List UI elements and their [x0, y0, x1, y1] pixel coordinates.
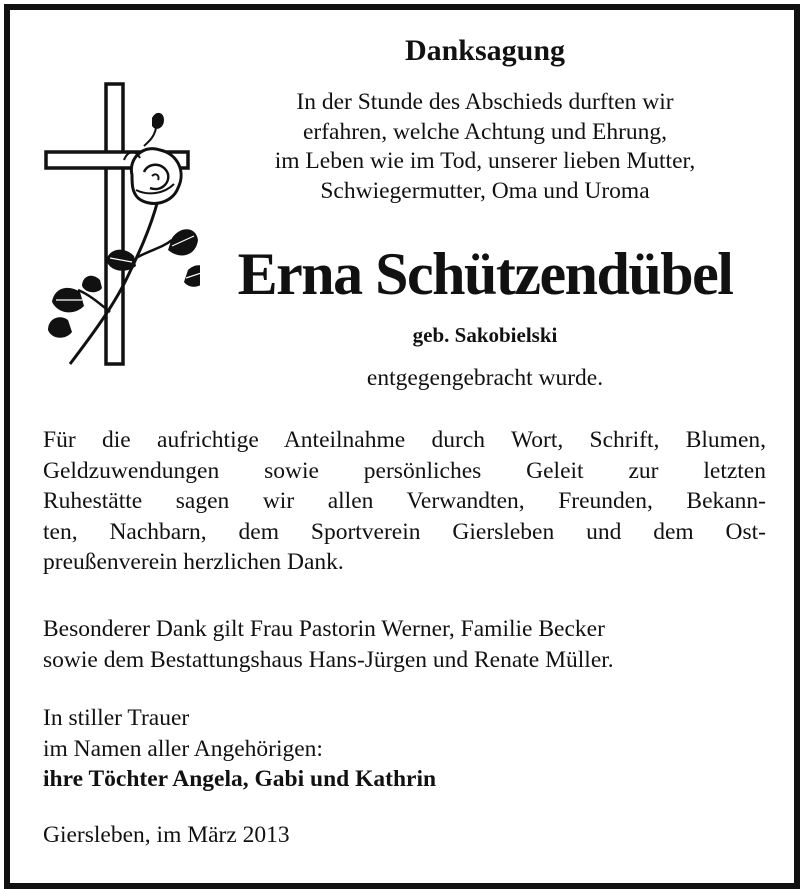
intro-line: erfahren, welche Achtung und Ehrung, [302, 118, 668, 145]
special-thanks-paragraph [43, 614, 766, 675]
special-thanks-line: Besonderer Dank gilt Frau Pastorin Werner, Familie Becker [43, 616, 605, 642]
heading-thanks: Danksagung [404, 34, 566, 67]
closing-line: im Namen aller Angehörigen: [43, 735, 323, 762]
intro-text [200, 88, 770, 206]
closing-block [43, 703, 766, 795]
place-date: Giersleben, im März 2013 [43, 822, 290, 848]
thanks-paragraph [43, 425, 766, 578]
cross-with-rose-icon [40, 80, 200, 370]
intro-line: In der Stunde des Abschieds durften wir [296, 89, 674, 115]
special-thanks-line: sowie dem Bestattungshaus Hans-Jürgen und Renate Müller. [43, 646, 614, 673]
continuation-text: entgegengebracht wurde. [366, 365, 604, 391]
signers: ihre Töchter Angela, Gabi und Kathrin [43, 766, 437, 792]
intro-line: im Leben wie im Tod, unserer lieben Mutter, [274, 148, 696, 174]
thanks-line: Ruhestätte sagen wir allen Verwandten, Freunden, Bekann- [43, 488, 766, 514]
birth-name: geb. Sakobielski [412, 323, 558, 347]
thanks-line: ten, Nachbarn, dem Sportverein Giersleben und dem Ost- [43, 518, 766, 545]
intro-line: Schwiegermutter, Oma und Uroma [320, 177, 650, 204]
closing-line: In stiller Trauer [43, 705, 190, 731]
deceased-name: Erna Schützendübel [237, 241, 733, 307]
thanks-line: preußenverein herzlichen Dank. [43, 549, 344, 575]
thanks-line: Geldzuwendungen sowie persönliches Geleit zur letzten [43, 457, 766, 484]
thanks-line: Für die aufrichtige Anteilnahme durch Wort, Schrift, Blumen, [43, 427, 766, 453]
